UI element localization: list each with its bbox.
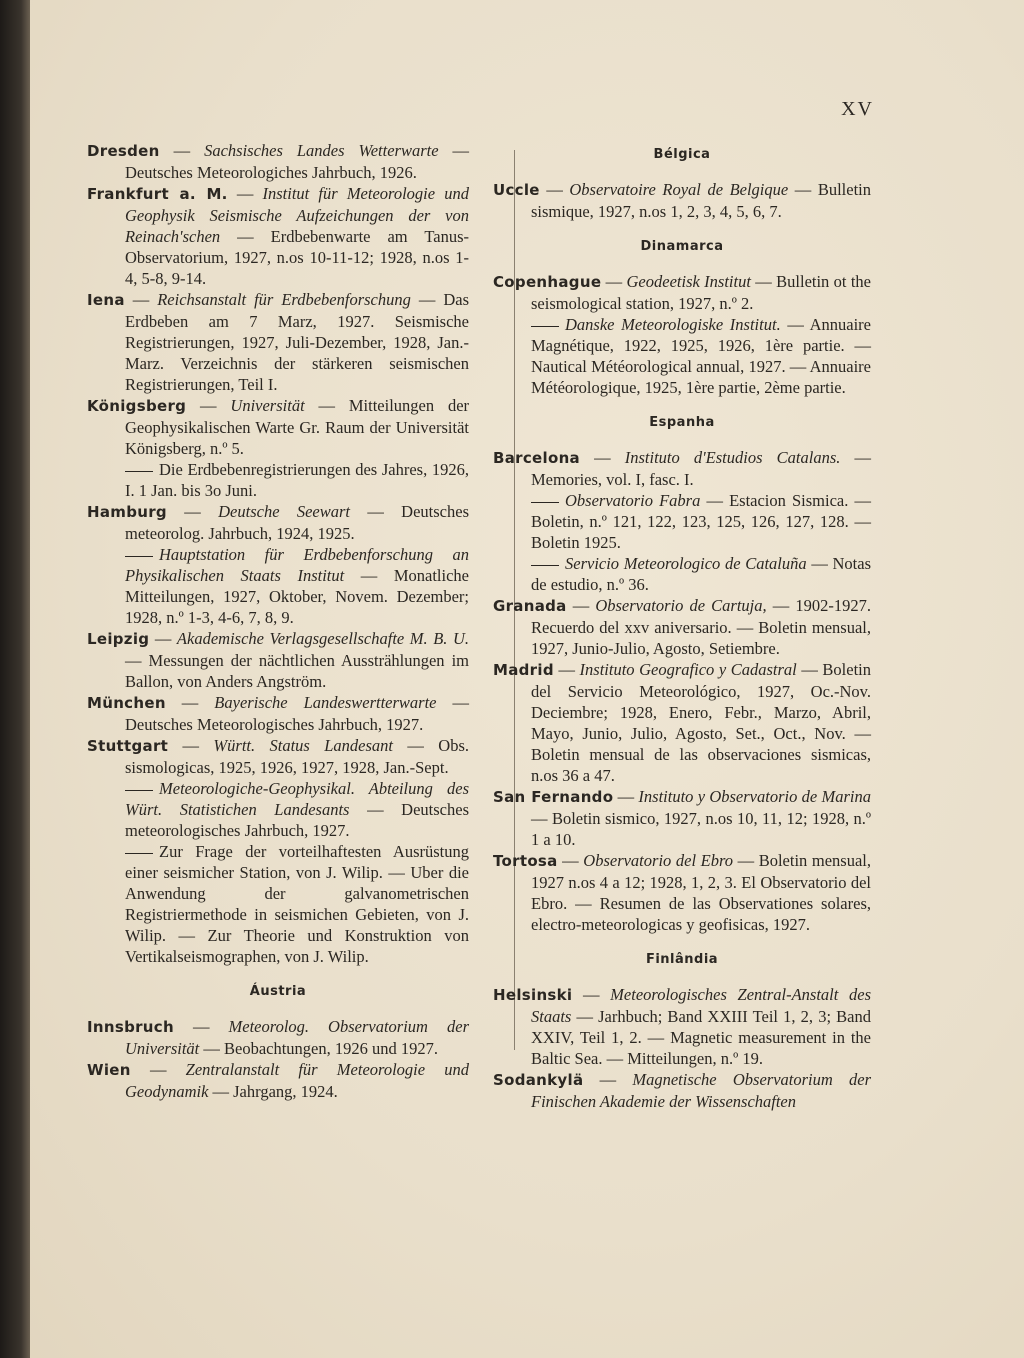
bibliography-entry: Hamburg — Deutsche Seewart — Deutsches meteorolog. Jahrbuch, 1924, 1925. [87,502,469,543]
repeat-dash [531,502,559,503]
repeat-dash [125,471,153,472]
entry-institution: Institut für Meteorologie und Geophysik Seismische Aufzeichungen der von Reinach'schen [125,184,469,246]
entry-city: San Fernando [493,788,614,806]
entry-text: Memories, vol. I, fasc. I. [531,470,694,489]
bibliography-entry: Helsinski — Meteorologisches Zentral-Anstalt des Staats — Jarhbuch; Band XXIII Teil 1, 2, 3; Band XXIV, Teil 1, 2. — Magnetic measurement in the Baltic Sea. — Mitteilungen, n.º 19. [493,985,871,1068]
bibliography-entry: Königsberg — Universität — Mitteilungen der Geophysikalischen Warte Gr. Raum der Universität Königsberg, n.º 5. [87,396,470,458]
entry-institution: Meteorolog. Observatorium der Universität [125,1017,470,1058]
entry-institution: Reichsanstalt für Erdbebenforschung [157,290,411,309]
entry-text: Bulletin sismique, 1927, n.os 1, 2, 3, 4, 5, 6, 7. [531,180,871,221]
entry-city: Tortosa [493,852,558,870]
section-heading-austria: Áustria [249,984,307,999]
entry-city: München [87,694,166,712]
repeat-dash [125,556,153,557]
entry-institution: Instituto Geografico y Cadastral [579,660,797,679]
bibliography-entry: Dresden — Sachsisches Landes Wetterwarte — Deutsches Meteorologiches Jahrbuch, 1926. [87,141,470,182]
entry-institution: Observatorio del Ebro [583,851,734,870]
entry-city: Sodankylä [493,1071,584,1089]
entry-city: Wien [87,1061,131,1079]
bibliography-entry: Barcelona — Instituto d'Estudios Catalans. — Memories, vol. I, fasc. I. [493,448,872,489]
entry-institution: Meteorologisches Zentral-Anstalt des Staats [531,985,871,1026]
entry-city: Barcelona [493,449,580,467]
entry-institution: Observatorio Fabra [565,491,701,510]
entry-text: Deutsches meteorologisches Jahrbuch, 1927. [125,800,469,840]
entry-city: Frankfurt a. M. [87,185,228,203]
entry-institution: Observatorio de Cartuja, [595,596,767,615]
left-entries [87,140,469,967]
page-number: XV [841,98,874,120]
austria-entries [87,1016,469,1102]
entry-text: Die Erdbebenregistrierungen des Jahres, 1926, I. 1 Jan. bis 3o Juni. [125,460,469,500]
section-heading: Finlândia [645,952,719,967]
bibliography-entry: München — Bayerische Landeswertterwarte — Deutsches Meteorologisches Jahrbuch, 1927. [87,693,470,734]
entry-text: Boletin mensual, 1927 n.os 4 a 12; 1928, 1, 2, 3. El Observatorio del Ebro. — Resumen de las Observationes solares, electro-meteorologicas y geofisicas, 1927. [531,851,872,934]
entry-city: Innsbruch [87,1018,174,1036]
entry-text: Deutsches meteorolog. Jahrbuch, 1924, 1925. [125,502,469,543]
entry-text: Erdbebenwarte am Tanus-Observatorium, 1927, n.os 10-11-12; 1928, n.os 1-4, 5-8, 9-14. [125,227,469,288]
bibliography-entry: Observatorio Fabra — Estacion Sismica. — Boletin, n.º 121, 122, 123, 125, 126, 127, 128. — Boletin 1925. [531,491,871,552]
entry-text: 1902-1927. Recuerdo del xxv aniversario. — Boletin mensual, 1927, Junio-Julio, Agosto, Setiembre. [531,596,872,658]
bibliography-entry: Innsbruch — Meteorolog. Observatorium der Universität — Beobachtungen, 1926 und 1927. [87,1017,470,1058]
entry-city: Königsberg [87,397,187,415]
entry-text: Das Erdbeben am 7 Marz, 1927. Seismische Registrierungen, 1927, Juli-Dezember, 1928, Jan.-Marz. Verzeichnis der stärkeren seismischen Registrierungen, Teil I. [125,290,469,394]
entry-text: Monatliche Mitteilungen, 1927, Oktober, Novem. Dezember; 1928, n.º 1-3, 4-6, 7, 8, 9. [125,566,469,627]
entry-institution: Württ. Status Landesant [213,736,393,755]
bibliography-entry: Hauptstation für Erdbebenforschung an Physikalischen Staats Institut — Monatliche Mitteilungen, 1927, Oktober, Novem. Dezember; 1928, n.º 1-3, 4-6, 7, 8, 9. [125,545,469,627]
bibliography-entry: Leipzig — Akademische Verlagsgesellschafte M. B. U. — Messungen der nächtlichen Ausstrählungen im Ballon, von Anders Angström. [87,629,469,691]
entry-text: Jahrgang, 1924. [233,1082,338,1101]
bibliography-entry: Copenhague — Geodeetisk Institut — Bulletin ot the seismological station, 1927, n.º 2. [493,272,872,313]
book-spine-shadow [0,0,30,1358]
entry-text: Messungen der nächtlichen Ausstrählungen im Ballon, von Anders Angström. [125,651,469,691]
entry-institution: Akademische Verlagsgesellschafte M. B. U. [176,629,469,648]
bibliography-entry: Danske Meteorologiske Institut. — Annuaire Magnétique, 1922, 1925, 1926, 1ère partie. — Nautical Météorological annual, 1927. — Annuaire Météorologique, 1925, 1ère partie, 2ème partie. [531,315,871,397]
entry-text: Bulletin ot the seismological station, 1927, n.º 2. [531,272,872,313]
entry-city: Stuttgart [87,737,169,755]
bibliography-entry: Granada — Observatorio de Cartuja, — 1902-1927. Recuerdo del xxv aniversario. — Boletin mensual, 1927, Junio-Julio, Agosto, Setiembre. [493,596,872,658]
bibliography-entry: Tortosa — Observatorio del Ebro — Boletin mensual, 1927 n.os 4 a 12; 1928, 1, 2, 3. El Observatorio del Ebro. — Resumen de las Observationes solares, electro-meteorologicas y geofisicas, 1927. [493,851,872,934]
bibliography-entry: Stuttgart — Württ. Status Landesant — Obs. sismologicas, 1925, 1926, 1927, 1928, Jan.-Sept. [87,736,469,777]
entry-city: Helsinski [493,986,573,1004]
bibliography-entry [87,459,469,501]
entry-text: Zur Frage der vorteilhaftesten Ausrüstung einer seismicher Station, von J. Wilip. — Uber die Anwendung der galvanometrischen Registriermethode in seismichen Gebieten, von J. Wilip. — Zur Theorie und Konstruktion von Vertikalseismographen, von J. Wilip. [125,842,469,966]
right-column [493,140,871,1112]
bibliography-entry: San Fernando — Instituto y Observatorio de Marina — Boletin sismico, 1927, n.os 10, 11, 12; 1928, n.º 1 a 10. [493,787,872,849]
entry-institution: Observatoire Royal de Belgique [569,180,789,199]
section-heading: Bélgica [653,147,711,162]
entry-text: Beobachtungen, 1926 und 1927. [224,1039,439,1058]
entry-institution: Sachsisches Landes Wetterwarte [204,141,439,160]
bibliography-entry: Uccle — Observatoire Royal de Belgique — Bulletin sismique, 1927, n.os 1, 2, 3, 4, 5, 6, 7. [493,180,871,221]
entry-institution: Magnetische Observatorium der Finischen Akademie der Wissenschaften [531,1070,871,1111]
bibliography-entry: Wien — Zentralanstalt für Meteorologie und Geodynamik — Jahrgang, 1924. [87,1060,470,1101]
entry-institution: Servicio Meteorologico de Cataluña [565,554,807,573]
entry-city: Leipzig [87,630,150,648]
entry-text: Deutsches Meteorologisches Jahrbuch, 1927. [125,715,424,734]
bibliography-entry: Iena — Reichsanstalt für Erdbebenforschung — Das Erdbeben am 7 Marz, 1927. Seismische Registrierungen, 1927, Juli-Dezember, 1928, Jan.-Marz. Verzeichnis der stärkeren seismischen Registrierungen, Teil I. [87,290,469,394]
entry-institution: Danske Meteorologiske Institut. [565,315,781,334]
entry-city: Iena [87,291,125,309]
entry-institution: Instituto d'Estudios Catalans. [624,448,841,467]
entry-city: Madrid [493,661,554,679]
repeat-dash [125,790,153,791]
bibliography-entry: Frankfurt a. M. — Institut für Meteorologie und Geophysik Seismische Aufzeichungen der von Reinach'schen — Erdbebenwarte am Tanus-Observatorium, 1927, n.os 10-11-12; 1928, n.os 1-4, 5-8, 9-14. [87,184,469,288]
entry-text: Deutsches Meteorologiches Jahrbuch, 1926. [125,163,417,182]
bibliography-entry [87,841,469,967]
entry-city: Uccle [493,181,540,199]
repeat-dash [531,326,559,327]
entry-institution: Deutsche Seewart [218,502,351,521]
entry-city: Copenhague [493,273,602,291]
entry-text: Obs. sismologicas, 1925, 1926, 1927, 1928, Jan.-Sept. [125,736,469,777]
entry-institution: Geodeetisk Institut [626,272,751,291]
entry-text: Estacion Sismica. — Boletin, n.º 121, 122, 123, 125, 126, 127, 128. — Boletin 1925. [531,491,871,552]
entry-institution: Universität [230,396,305,415]
bibliography-entry: Servicio Meteorologico de Cataluña — Notas de estudio, n.º 36. [531,554,872,594]
entry-text: Boletin del Servicio Meteorológico, 1927, Oc.-Nov. Deciembre; 1928, Enero, Febr., Marzo, Abril, Mayo, Junio, Julio, Agosto, Set., Oct., Nov. — Boletin mensual de las observaciones sismicas, n.os 36 a 47. [531,660,872,785]
entry-text: Mitteilungen der Geophysikalischen Warte Gr. Raum der Universität Königsberg, n.º 5. [125,396,470,458]
entry-city: Dresden [87,142,160,160]
entry-institution: Bayerische Landeswertterwarte [214,693,437,712]
entry-text: Notas de estudio, n.º 36. [531,554,872,594]
bibliography-entry: Madrid — Instituto Geografico y Cadastral — Boletin del Servicio Meteorológico, 1927, Oc.-Nov. Deciembre; 1928, Enero, Febr., Marzo, Abril, Mayo, Junio, Julio, Agosto, Set., Oct., Nov. — Boletin mensual de las observaciones sismicas, n.os 36 a 47. [493,660,872,785]
bibliography-entry: Meteorologiche-Geophysikal. Abteilung des Würt. Statistichen Landesants — Deutsches meteorologisches Jahrbuch, 1927. [125,779,469,840]
book-page [30,0,1024,1358]
entry-institution: Zentralanstalt für Meteorologie und Geodynamik [125,1060,470,1101]
entry-text: Boletin sismico, 1927, n.os 10, 11, 12; 1928, n.º 1 a 10. [531,809,872,849]
repeat-dash [125,853,153,854]
entry-institution: Instituto y Observatorio de Marina [638,787,871,806]
entry-institution: Meteorologiche-Geophysikal. Abteilung des Würt. Statistichen Landesants [125,779,469,819]
entry-city: Granada [493,597,567,615]
entry-text: Annuaire Magnétique, 1922, 1925, 1926, 1ère partie. — Nautical Météorological annual, 1927. — Annuaire Météorologique, 1925, 1ère partie, 2ème partie. [531,315,871,397]
section-heading: Dinamarca [640,239,724,254]
entry-city: Hamburg [87,503,167,521]
entry-text: Jarhbuch; Band XXIII Teil 1, 2, 3; Band XXIV, Teil 1, 2. — Magnetic measurement in the Baltic Sea. — Mitteilungen, n.º 19. [531,1007,871,1068]
repeat-dash [531,565,559,566]
section-heading: Espanha [649,415,715,430]
entry-institution: Hauptstation für Erdbebenforschung an Physikalischen Staats Institut [125,545,469,585]
left-column [87,140,469,1102]
bibliography-entry: Sodankylä — Magnetische Observatorium der Finischen Akademie der Wissenschaften [493,1070,871,1111]
